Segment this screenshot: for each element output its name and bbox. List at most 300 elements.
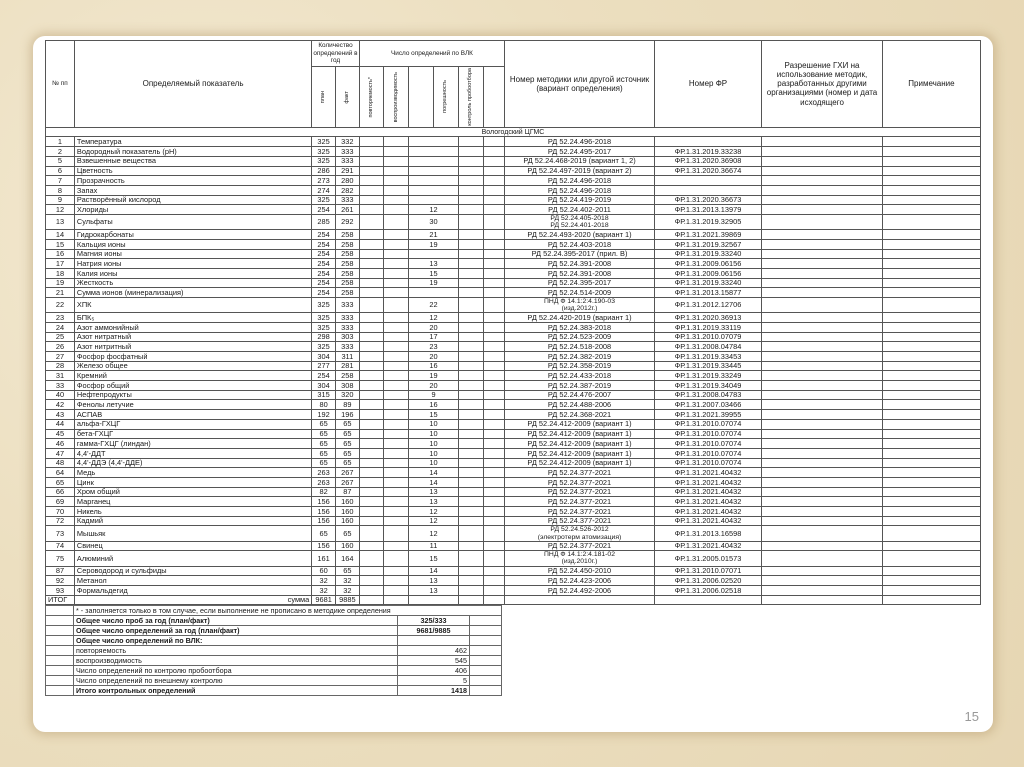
table-row <box>46 448 981 458</box>
row-number: 28 <box>46 361 75 371</box>
row-method-line: РД 52.24.377-2021 <box>547 516 612 526</box>
row-indicator: Цветность <box>74 166 311 176</box>
row-vlk-count <box>409 137 459 147</box>
row-method <box>505 439 655 449</box>
row-vlk-reprod <box>384 313 409 323</box>
row-fr: ФР.1.31.2020.36674 <box>654 166 761 176</box>
row-method <box>505 551 655 566</box>
row-vlk-control <box>483 230 505 240</box>
row-vlk-control <box>483 249 505 259</box>
row-vlk-count: 19 <box>409 239 459 249</box>
row-fact: 320 <box>335 390 359 400</box>
row-fact: 333 <box>335 298 359 313</box>
row-note <box>882 278 980 288</box>
row-fr: ФР.1.31.2010.07071 <box>654 566 761 576</box>
row-vlk-count: 13 <box>409 576 459 586</box>
row-permission <box>762 342 883 352</box>
row-fr: ФР.1.31.2019.33445 <box>654 361 761 371</box>
row-number: 65 <box>46 477 75 487</box>
row-note <box>882 458 980 468</box>
row-method-line: РД 52.24.377-2021 <box>547 541 612 551</box>
row-vlk-count <box>409 156 459 166</box>
row-plan: 298 <box>312 332 336 342</box>
row-vlk-count: 16 <box>409 400 459 410</box>
row-number: 33 <box>46 381 75 391</box>
row-method-line: РД 52.24.518-2008 <box>547 341 612 351</box>
row-vlk-repeat <box>359 332 384 342</box>
row-permission <box>762 468 883 478</box>
row-permission <box>762 526 883 541</box>
row-vlk-reprod <box>384 156 409 166</box>
row-vlk-error <box>458 487 483 497</box>
table-row <box>46 288 981 298</box>
row-number: 12 <box>46 205 75 215</box>
row-plan: 65 <box>312 458 336 468</box>
row-vlk-error <box>458 477 483 487</box>
row-fr: ФР.1.31.2010.07074 <box>654 439 761 449</box>
row-method <box>505 487 655 497</box>
row-permission <box>762 410 883 420</box>
row-indicator: Азот нитритный <box>74 342 311 352</box>
row-fr: ФР.1.31.2012.12706 <box>654 298 761 313</box>
row-number: 2 <box>46 147 75 157</box>
control-total-value: 1418 <box>398 686 470 696</box>
row-vlk-reprod <box>384 566 409 576</box>
row-vlk-repeat <box>359 268 384 278</box>
row-method <box>505 497 655 507</box>
row-method-line: РД 52.24.496-2018 <box>547 137 612 147</box>
row-fact: 282 <box>335 185 359 195</box>
row-vlk-error <box>458 497 483 507</box>
row-permission <box>762 214 883 229</box>
row-vlk-control <box>483 195 505 205</box>
row-vlk-count <box>409 195 459 205</box>
row-vlk-reprod <box>384 487 409 497</box>
row-vlk-repeat <box>359 429 384 439</box>
row-vlk-control <box>483 156 505 166</box>
row-number: 16 <box>46 249 75 259</box>
row-note <box>882 259 980 269</box>
row-indicator: Водородный показатель (рН) <box>74 147 311 157</box>
row-method-line: РД 52.24.423-2006 <box>547 575 612 585</box>
total-fact: 9885 <box>335 595 359 605</box>
row-permission <box>762 371 883 381</box>
row-vlk-error <box>458 239 483 249</box>
row-permission <box>762 268 883 278</box>
row-permission <box>762 390 883 400</box>
table-row <box>46 332 981 342</box>
total-label: ИТОГ <box>46 595 75 605</box>
row-method-line: РД 52.24.496-2018 <box>547 175 612 185</box>
row-method <box>505 400 655 410</box>
determinations-label: Общее число определений за год (план/факт) <box>74 626 398 636</box>
row-vlk-reprod <box>384 278 409 288</box>
row-fr: ФР.1.31.2019.32567 <box>654 239 761 249</box>
row-vlk-repeat <box>359 507 384 517</box>
row-fact: 308 <box>335 381 359 391</box>
row-permission <box>762 487 883 497</box>
row-permission <box>762 381 883 391</box>
row-note <box>882 410 980 420</box>
row-vlk-repeat <box>359 185 384 195</box>
row-vlk-reprod <box>384 439 409 449</box>
table-row <box>46 249 981 259</box>
row-permission <box>762 551 883 566</box>
row-note <box>882 313 980 323</box>
row-vlk-count: 12 <box>409 507 459 517</box>
row-vlk-repeat <box>359 477 384 487</box>
row-method <box>505 195 655 205</box>
row-fact: 32 <box>335 576 359 586</box>
row-vlk-reprod <box>384 429 409 439</box>
row-number: 5 <box>46 156 75 166</box>
row-number: 92 <box>46 576 75 586</box>
row-note <box>882 249 980 259</box>
row-fr: ФР.1.31.2013.13979 <box>654 205 761 215</box>
row-fr: ФР.1.31.2021.39869 <box>654 230 761 240</box>
table-row <box>46 468 981 478</box>
table-row <box>46 439 981 449</box>
row-vlk-count: 11 <box>409 541 459 551</box>
row-number: 45 <box>46 429 75 439</box>
row-vlk-control <box>483 185 505 195</box>
row-vlk-count: 10 <box>409 419 459 429</box>
row-vlk-reprod <box>384 288 409 298</box>
row-fr: ФР.1.31.2009.06156 <box>654 259 761 269</box>
row-vlk-error <box>458 185 483 195</box>
row-vlk-reprod <box>384 458 409 468</box>
table-row <box>46 195 981 205</box>
row-method <box>505 239 655 249</box>
row-fr: ФР.1.31.2010.07074 <box>654 429 761 439</box>
row-note <box>882 214 980 229</box>
row-vlk-count: 13 <box>409 259 459 269</box>
row-method <box>505 410 655 420</box>
repeatability-label: повторяемость <box>74 646 398 656</box>
slide <box>33 36 993 732</box>
row-method <box>505 205 655 215</box>
row-vlk-error <box>458 390 483 400</box>
row-vlk-control <box>483 214 505 229</box>
spreadsheet <box>45 40 985 696</box>
row-vlk-reprod <box>384 322 409 332</box>
row-vlk-control <box>483 487 505 497</box>
row-indicator: Алюминий <box>74 551 311 566</box>
row-permission <box>762 147 883 157</box>
row-plan: 263 <box>312 468 336 478</box>
row-note <box>882 516 980 526</box>
row-method-line: РД 52.24.497-2019 (вариант 2) <box>527 166 632 176</box>
row-vlk-reprod <box>384 516 409 526</box>
row-permission <box>762 576 883 586</box>
row-method <box>505 298 655 313</box>
row-fact: 267 <box>335 477 359 487</box>
footnote: * - заполняется только в том случае, если выполнение не прописано в методике определения <box>74 606 502 616</box>
row-note <box>882 156 980 166</box>
row-vlk-control <box>483 516 505 526</box>
row-vlk-count <box>409 147 459 157</box>
table-row <box>46 185 981 195</box>
row-indicator: альфа-ГХЦГ <box>74 419 311 429</box>
table-row <box>46 166 981 176</box>
row-vlk-count: 13 <box>409 487 459 497</box>
table-row <box>46 313 981 323</box>
row-vlk-control <box>483 239 505 249</box>
row-vlk-repeat <box>359 342 384 352</box>
row-note <box>882 322 980 332</box>
row-note <box>882 332 980 342</box>
row-indicator: Нефтепродукты <box>74 390 311 400</box>
row-method-line: РД 52.24.488-2006 <box>547 400 612 410</box>
table-row <box>46 259 981 269</box>
row-method <box>505 288 655 298</box>
row-vlk-repeat <box>359 298 384 313</box>
row-indicator: Жесткость <box>74 278 311 288</box>
row-vlk-error <box>458 381 483 391</box>
table-row <box>46 381 981 391</box>
row-vlk-reprod <box>384 410 409 420</box>
row-note <box>882 439 980 449</box>
row-vlk-repeat <box>359 249 384 259</box>
row-vlk-repeat <box>359 259 384 269</box>
row-number: 7 <box>46 176 75 186</box>
row-note <box>882 239 980 249</box>
row-note <box>882 381 980 391</box>
row-vlk-error <box>458 468 483 478</box>
row-vlk-repeat <box>359 448 384 458</box>
row-plan: 325 <box>312 322 336 332</box>
row-vlk-error <box>458 278 483 288</box>
row-number: 6 <box>46 166 75 176</box>
row-permission <box>762 137 883 147</box>
row-fact: 333 <box>335 195 359 205</box>
row-fact: 280 <box>335 176 359 186</box>
row-plan: 65 <box>312 448 336 458</box>
row-fr: ФР.1.31.2009.06156 <box>654 268 761 278</box>
row-vlk-count: 14 <box>409 477 459 487</box>
row-vlk-reprod <box>384 137 409 147</box>
row-note <box>882 185 980 195</box>
row-fact: 258 <box>335 259 359 269</box>
row-vlk-control <box>483 332 505 342</box>
row-fr: ФР.1.31.2021.40432 <box>654 516 761 526</box>
region-title: Вологодский ЦГМС <box>46 127 981 137</box>
row-note <box>882 371 980 381</box>
table-row <box>46 410 981 420</box>
row-vlk-control <box>483 439 505 449</box>
row-number: 17 <box>46 259 75 269</box>
row-method <box>505 352 655 362</box>
row-method <box>505 390 655 400</box>
determinations-table <box>45 40 981 605</box>
row-vlk-reprod <box>384 361 409 371</box>
row-method-line: РД 52.24.412-2009 (вариант 1) <box>527 419 632 429</box>
row-vlk-reprod <box>384 239 409 249</box>
row-fact: 65 <box>335 458 359 468</box>
row-method-line: РД 52.24.395-2017 <box>547 278 612 288</box>
row-fact: 65 <box>335 526 359 541</box>
row-vlk-reprod <box>384 477 409 487</box>
row-note <box>882 137 980 147</box>
row-method-line: РД 52.24.391-2008 <box>547 258 612 268</box>
row-method <box>505 259 655 269</box>
row-vlk-count: 20 <box>409 352 459 362</box>
row-fact: 258 <box>335 230 359 240</box>
row-plan: 161 <box>312 551 336 566</box>
row-vlk-error <box>458 205 483 215</box>
table-row <box>46 352 981 362</box>
row-plan: 156 <box>312 541 336 551</box>
row-method-line-2: РД 52.24.401-2018 <box>550 222 609 230</box>
row-vlk-control <box>483 361 505 371</box>
row-vlk-control <box>483 147 505 157</box>
row-indicator: Растворённый кислород <box>74 195 311 205</box>
row-number: 43 <box>46 410 75 420</box>
row-vlk-error <box>458 195 483 205</box>
row-fr <box>654 185 761 195</box>
row-indicator: Натрия ионы <box>74 259 311 269</box>
row-method <box>505 516 655 526</box>
row-plan: 82 <box>312 487 336 497</box>
row-vlk-repeat <box>359 497 384 507</box>
table-row <box>46 507 981 517</box>
table-row <box>46 371 981 381</box>
row-permission <box>762 298 883 313</box>
page-number: 15 <box>964 709 979 724</box>
row-plan: 254 <box>312 268 336 278</box>
row-indicator: Медь <box>74 468 311 478</box>
row-number: 93 <box>46 585 75 595</box>
row-fact: 333 <box>335 147 359 157</box>
row-number: 48 <box>46 458 75 468</box>
row-number: 1 <box>46 137 75 147</box>
row-fr: ФР.1.31.2019.34049 <box>654 381 761 391</box>
row-indicator: Кадмий <box>74 516 311 526</box>
row-permission <box>762 166 883 176</box>
row-plan: 304 <box>312 381 336 391</box>
row-vlk-error <box>458 458 483 468</box>
vlk-label: Общее число определений по ВЛК: <box>74 636 398 646</box>
row-number: 73 <box>46 526 75 541</box>
row-indicator: бета-ГХЦГ <box>74 429 311 439</box>
row-vlk-error <box>458 439 483 449</box>
table-row <box>46 268 981 278</box>
row-indicator: БПК₅ <box>74 313 311 323</box>
row-plan: 263 <box>312 477 336 487</box>
row-method-line: РД 52.24.492-2006 <box>547 585 612 595</box>
row-number: 40 <box>46 390 75 400</box>
row-note <box>882 400 980 410</box>
row-method <box>505 371 655 381</box>
row-fact: 89 <box>335 400 359 410</box>
table-row <box>46 487 981 497</box>
row-vlk-control <box>483 507 505 517</box>
row-number: 26 <box>46 342 75 352</box>
row-vlk-reprod <box>384 352 409 362</box>
row-vlk-count: 20 <box>409 381 459 391</box>
row-number: 44 <box>46 419 75 429</box>
row-vlk-reprod <box>384 332 409 342</box>
row-note <box>882 166 980 176</box>
row-vlk-control <box>483 541 505 551</box>
row-plan: 254 <box>312 288 336 298</box>
row-method-line: РД 52.24.377-2021 <box>547 467 612 477</box>
row-method-line: РД 52.24.495-2017 <box>547 146 612 156</box>
row-plan: 315 <box>312 390 336 400</box>
row-fact: 311 <box>335 352 359 362</box>
row-vlk-error <box>458 361 483 371</box>
row-vlk-error <box>458 156 483 166</box>
row-permission <box>762 176 883 186</box>
row-fact: 258 <box>335 249 359 259</box>
row-vlk-control <box>483 259 505 269</box>
row-vlk-reprod <box>384 185 409 195</box>
table-row <box>46 230 981 240</box>
row-fact: 258 <box>335 278 359 288</box>
row-vlk-reprod <box>384 419 409 429</box>
row-vlk-repeat <box>359 551 384 566</box>
row-number: 24 <box>46 322 75 332</box>
row-fact: 65 <box>335 439 359 449</box>
row-plan: 32 <box>312 585 336 595</box>
row-plan: 80 <box>312 400 336 410</box>
row-indicator: 4,4'-ДДТ <box>74 448 311 458</box>
row-note <box>882 541 980 551</box>
table-row <box>46 214 981 229</box>
row-vlk-repeat <box>359 410 384 420</box>
row-vlk-repeat <box>359 487 384 497</box>
row-plan: 325 <box>312 147 336 157</box>
row-vlk-error <box>458 448 483 458</box>
row-vlk-error <box>458 585 483 595</box>
row-method-line: РД 52.24.377-2021 <box>547 496 612 506</box>
row-vlk-error <box>458 566 483 576</box>
row-number: 70 <box>46 507 75 517</box>
row-method-line: ПНД Ф 14.1:2:4.190-03 <box>544 298 615 306</box>
table-row <box>46 526 981 541</box>
table-row <box>46 239 981 249</box>
row-vlk-error <box>458 576 483 586</box>
total-empty <box>882 595 980 605</box>
row-vlk-count: 10 <box>409 439 459 449</box>
total-empty <box>483 595 505 605</box>
row-vlk-repeat <box>359 458 384 468</box>
row-indicator: Фенолы летучие <box>74 400 311 410</box>
row-vlk-error <box>458 259 483 269</box>
row-vlk-reprod <box>384 541 409 551</box>
row-vlk-error <box>458 526 483 541</box>
row-fact: 303 <box>335 332 359 342</box>
row-indicator: Хлориды <box>74 205 311 215</box>
external-value: 5 <box>398 676 470 686</box>
row-fact: 333 <box>335 342 359 352</box>
row-vlk-reprod <box>384 298 409 313</box>
table-row <box>46 566 981 576</box>
row-number: 64 <box>46 468 75 478</box>
row-fr <box>654 137 761 147</box>
row-method <box>505 230 655 240</box>
row-vlk-control <box>483 410 505 420</box>
table-row <box>46 137 981 147</box>
row-method-line: РД 52.24.468-2019 (вариант 1, 2) <box>523 156 636 166</box>
header-fr: Номер ФР <box>654 41 761 128</box>
row-note <box>882 526 980 541</box>
row-indicator: Мышьяк <box>74 526 311 541</box>
row-vlk-reprod <box>384 526 409 541</box>
row-vlk-repeat <box>359 137 384 147</box>
row-plan: 60 <box>312 566 336 576</box>
table-row <box>46 205 981 215</box>
